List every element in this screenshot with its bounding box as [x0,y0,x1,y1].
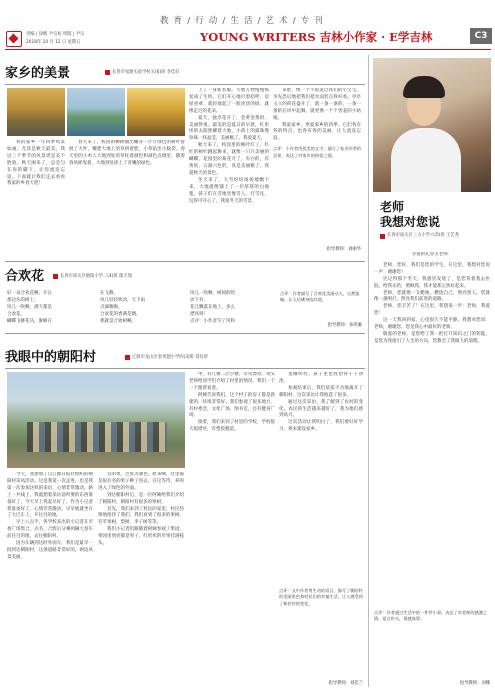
photo-lake [67,88,125,136]
poem-line: 合欢花。 [7,311,25,317]
article1-paragraph: 夏天，独享花开了，金黄金黄的，美丽得很。最美的是夏日的早晨，红彤彤的太阳照耀着大地，小荷上的露珠像珍珠一样晶莹，美丽极了，我爱夏天。 [189,115,269,142]
poem-meta: 长春市南关区朝阳小学二(4)班 邵天瑞 [60,274,132,279]
section-title: YOUNG WRITERS 吉林小作家 · E学吉林 [200,30,433,44]
square-icon [105,70,110,75]
article1-paragraph: 春天来了，校园的柳树抽出嫩芽一片片绿色的树叶舒展了大叶，嫩肥大地上的草拼着脸，小草钻出小脑袋。春天里的小单人大地到处的草柱着颜色和颜色点缀里，随着春风摇曳着，大地到处涂上了青嫩的绿色。 [69,140,185,166]
article1-title: 家乡的美景 [5,66,71,81]
photo-teacher [373,58,491,192]
photo-golden-trees [127,88,185,136]
article2-paragraph: 早上八点半，各学校来出的小记者在市委广场集合，点名、合影后分乘两辆大客车前往目的地，去往朝阳村。 [7,520,93,540]
poem-line: 合欢花的香满是偶， [100,311,141,317]
article2-paragraph: 这次活动让我明白了，我们要好好学习，将来建设家乡。 [279,420,363,433]
poem-line: 花儿飘落在地上，多么 [190,304,235,310]
article1-col3 [189,88,269,258]
article1-header [5,60,365,82]
article2-col4 [279,372,363,582]
poem-signature: 指导教师：孙鸿雁 [327,323,362,328]
article1-paragraph: 上了一身新衣服。大地万物慢慢恢复成了生机，它们开心地打着招呼。房屋青翠，就轻地起了一股淡淡的绿，就像走过的花朵。 [189,88,269,114]
article1-paragraph: 我的家乡一年四季风景如画，尤其是秋天最美，我这三个季节的风景更是美不胜收。秋天刚来了，总会匀在你的脚下，让你流连忘返。下面就让我们走去看看我家的乡春天吧！ [7,140,65,187]
poem-line: 蝴蝶飞舞花丛，蜜蜂在 [7,318,52,324]
article2-signature: 指导教师：刘佳兰 [328,681,363,686]
article2-paragraph: 参观结束后，我们依依不舍地离开了朝阳村，这次采访让我收获了很多。 [279,385,363,398]
poem-line: 风儿一吹啊，满天都是 [7,304,52,310]
sidebar-paragraph: 老师，您辛苦了！在这里，我想说一声：老师，我爱您！ [374,304,490,317]
article2-paragraph: 我们小记者们跟随着阿姨参观了果园，果园里到处都是果子，红彤彤的苹果挂满枝头。 [98,527,184,547]
poem-col3 [190,291,275,326]
sidebar-byline [380,233,490,239]
sidebar-note: 点评：作者通过生活中的一件件小事，表达了对老师的感激之情。语言朴实，情感真挚。 [374,610,488,622]
article1-paragraph: 来吧，像一个不很灵过我们的小宝宝。争先恐后地把我们把水面装点得好看。亭亭玉立的荷花盛开了，就一条一条的，一条一条的在风中起舞。就更像一个个害羞的小姑娘。 [273,88,361,121]
article2-paragraph: 首先，我们来到了村民的家里，村民热情地接待了我们，我们看到了很多的果树，有苹果树，梨树，李子树等等。 [98,506,184,526]
article2-col3 [189,372,275,687]
editor-line: 责编 | 徐帆 尹宗杭 组版 | 尹宗 [26,32,85,37]
poem-line: 好一朵合欢花啊，开在 [7,291,52,296]
article2-title: 我眼中的朝阳村 [5,350,97,365]
article2-paragraph: 阿姨告诉我们，这个村子的房子都是新建的，环境非常好。我们参观了很多地方，有村委会，文化广场，图书室，还有健身广场。 [189,392,275,419]
square-icon [380,234,385,239]
poem-line: 风儿一吹啊，树间的吹 [190,291,235,296]
article1-meta: 长春市星源实验学校五(6)班 李佳轩 [112,70,180,75]
article1-col4 [273,88,361,238]
article2-paragraph: 首的果，芭蕉等颜色。原来啊，这里都是很有名的果子种了进去，在这等待，养的进入了绿色的外面。 [98,472,184,491]
sidebar-paragraph: 这一天我回到家，心里很久不能平静。我想对您说：老师，谢谢您，您是我心中最好的老师。 [374,318,490,331]
article2-paragraph: 到达朝阳村后，是一位阿姨给我们介绍了朝阳村，朝阳村有很多的果树。 [98,492,184,505]
article2-paragraph: 宽敞明亮。孩子里也收拾得干干净净。 [279,372,363,384]
sidebar-body [374,252,490,606]
sidebar-dedication: 亲爱的孔显圣老师： [411,252,453,257]
article1-col1 [7,140,65,258]
article2-paragraph: 今天，我参加了自辽源日报社组织的朝阳村采风活动。这是我第一次走进，也是我第一次参加这样的采访，心情非常激动。路上一共线上，我就想着采访前所要的东西准备好了，今天早上我起早好了，作为小记者我准备好了，心情非常激动，早早地就坐在了大巴车上，开往目的地。 [7,472,93,519]
poem-col1 [7,291,92,326]
square-icon [125,355,130,360]
sidebar-paragraph: 敬爱的老师，是您给了我一把打开知识之门的钥匙，是您为我指引了人生的方向，您教会了我做人的道理。 [374,331,490,344]
article2-paragraph: 中，有几棵二层小楼，非常漂亮，带头老师给同学们介绍了村里的情况，我们一个一个跟着看着。 [189,372,275,391]
logo-icon [6,31,22,47]
article1-signature: 指导教师：刘丽华 [326,247,361,252]
sidebar-meta: 长春市南关区三古小学六(5)班 王艺尧 [387,233,459,238]
poem-col2 [100,291,185,326]
page-number: C3 [470,28,492,44]
article1-col2 [69,140,185,258]
poem-line: 动下有， [190,297,208,303]
photo-village-group [7,372,185,468]
sidebar-signature: 指导教师：刘娜 [459,681,490,686]
sidebar-paragraph: 老师，您就像一支蜡烛，燃烧自己，照亮别人。您就像一盏明灯，照亮我们前进的道路。 [374,290,490,303]
poem-line: 点评：小作者写了风和 [190,318,235,324]
sidebar-paragraph: 还记得那个冬天，我感冒发烧了，是您背着我去医院，给我买药，照顾我，我才能那么快好起来。 [374,276,490,289]
article2-col2 [98,472,184,687]
square-icon [53,274,58,279]
article2-col1 [7,472,93,687]
sidebar-title-line1: 老师 [380,200,405,214]
poem-header [5,265,365,285]
article2-paragraph: 因为车辆到达时外面车，我们是最早一批到达朝阳村，这条道路非常好的，两边风景美丽。 [7,541,93,560]
sidebar-title-line2: 我想对您说 [380,215,441,229]
article1-note: 点评：小作者用优美的文字，描写了家乡四季的美景，表达了对家乡的热爱之情。 [273,146,361,158]
date-line: 2018年 10 月 12 日 星期五 [26,40,81,45]
poem-byline [53,273,132,279]
photo-autumn-road [7,88,65,136]
poem-title: 合欢花 [5,269,45,284]
poem-line: 风儿轻轻吹动，天下雨 [100,297,145,303]
sidebar-paragraph: 老师，您好，我们是您的学生。在这里，我想对您说一声：谢谢您！ [374,262,490,275]
article1-rule [5,84,365,85]
article2-rule [5,368,365,369]
article1-bottom-rule [5,261,365,262]
column-divider [368,55,369,687]
article2-paragraph: 接着，我们来到了村里的学校，学校很大很漂亮，有塑胶跑道。 [189,420,275,433]
header-tagline: 教 育 / 行 动 / 生 活 / 艺 术 / 专 刊 [160,16,324,26]
article2-byline [125,354,208,360]
poem-line: 在飞舞。 [100,291,118,296]
header-rule [5,49,491,50]
poem-line: 那就是合欢树啊。 [100,318,136,324]
article1-byline [105,69,180,75]
poem-line: 点滴嗡嗡。 [100,304,123,310]
poem-note: 点评：作者描写了合欢花美丽动人，自然流畅，让人仿佛身临其境。 [280,291,360,303]
article1-paragraph: 我爱家乡，更爱家乡的四季，它们各有各的特点，也各有各的美丽，让人流连忘返。 [273,122,361,142]
article2-meta: 辽源市龙山区金鸡翅小学四(3)班 常钰妤 [132,355,209,360]
article1-paragraph: 秋天来了，校园里的枫叶红了，红红的树叶跳起舞来，就像一只只美丽的蝴蝶。花园里的菊花开了，有白的，有黄的，五颜六色的，真是美丽极了。我爱秋天的景色。 [189,143,269,176]
poem-line: 那边丛的树上。 [7,297,39,303]
article2-paragraph: 通过这次采访，我了解到了农村的变化，农民的生活越来越好了，我为他们感到高兴。 [279,399,363,419]
article2-note: 点评：文中作者用生动的语言，描写了朝阳村的美丽景色和村民们的幸福生活，让人感受到了新农村的变化。 [279,588,363,606]
poem-bottom-rule [5,333,365,334]
article1-paragraph: 冬天来了，大雪纷纷扬扬地飘下来，大地就像铺上了一层厚厚的白地毯，孩子们在雪地里堆雪人、打雪仗，玩得可开心了。我爱冬天的雪景。 [189,177,269,204]
poem-line: 漂亮呀！ [190,311,208,317]
article2-header [5,346,365,368]
